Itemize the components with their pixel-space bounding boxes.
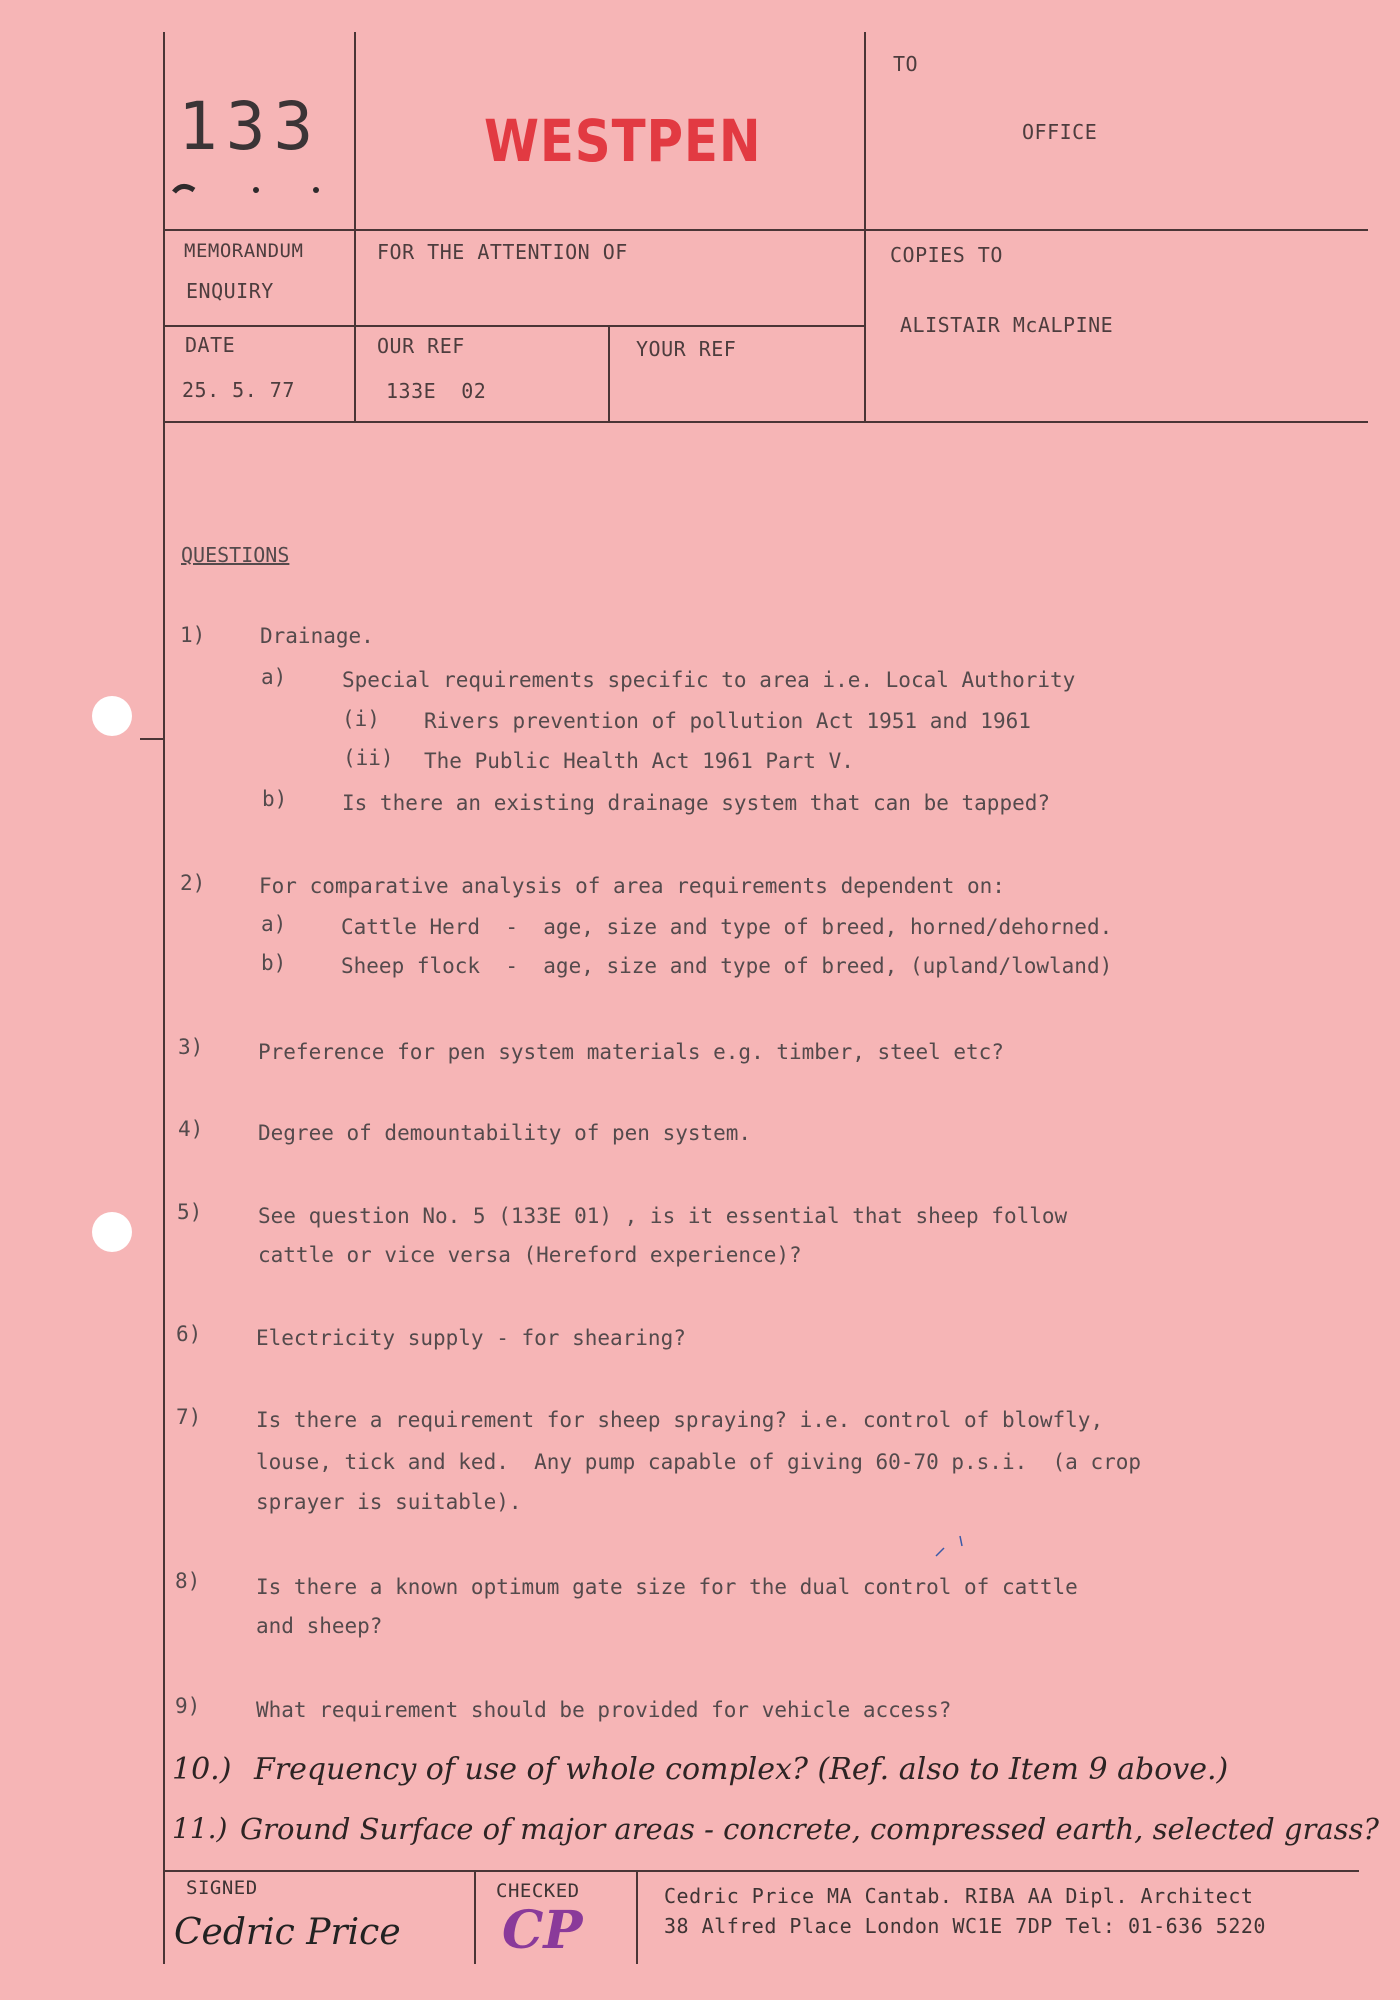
q11-text: Ground Surface of major areas - concrete, compressed earth, selected grass? <box>240 1812 1379 1846</box>
q10-text: Frequency of use of whole complex? (Ref. also to Item 9 above.) <box>254 1752 1229 1787</box>
rule-header-row2 <box>163 325 865 327</box>
rule-header-bottom <box>163 421 1368 423</box>
punch-hole-top <box>92 696 132 736</box>
punch-hole-bottom <box>92 1212 132 1252</box>
copies-label: COPIES TO <box>890 243 1003 267</box>
rule-header-row1 <box>163 229 1368 231</box>
q1ai-text: Rivers prevention of pollution Act 1951 and 1961 <box>424 709 1031 733</box>
q5-line1: See question No. 5 (133E 01) , is it essential that sheep follow <box>258 1204 1068 1228</box>
q1a-text: Special requirements specific to area i.e. Local Authority <box>342 668 1076 692</box>
q10-number: 10.) <box>172 1752 232 1787</box>
q4-number: 4) <box>178 1117 204 1141</box>
q9-number: 9) <box>175 1694 201 1718</box>
rule-footer-col1 <box>474 1870 476 1964</box>
q1b-marker: b) <box>262 787 288 811</box>
q6-number: 6) <box>176 1322 202 1346</box>
q1a-marker: a) <box>261 665 287 689</box>
rule-header-col3 <box>864 32 866 422</box>
checked-initials: CP <box>502 1900 583 1961</box>
our-ref-label: OUR REF <box>377 334 465 358</box>
rule-left-border <box>163 32 165 1964</box>
questions-heading: QUESTIONS <box>181 543 290 567</box>
q7-line1: Is there a requirement for sheep spraying? i.e. control of blowfly, <box>256 1408 1104 1432</box>
our-ref-value: 133E 02 <box>386 379 487 403</box>
q2-text: For comparative analysis of area requirements dependent on: <box>259 874 1005 898</box>
date-value: 25. 5. 77 <box>182 378 295 402</box>
copies-value: ALISTAIR McALPINE <box>900 313 1114 337</box>
rule-footer-top <box>163 1870 1359 1872</box>
q3-text: Preference for pen system materials e.g. timber, steel etc? <box>258 1040 1004 1064</box>
rule-header-yourref <box>608 325 610 422</box>
job-number: 133 <box>178 88 322 165</box>
q7-line2: louse, tick and ked. Any pump capable of giving 60-70 p.s.i. (a crop <box>256 1450 1142 1474</box>
memo-type-label: MEMORANDUM <box>184 240 304 262</box>
pen-mark-icon <box>932 1530 972 1560</box>
memo-type-value: ENQUIRY <box>186 279 274 303</box>
office-line-1: Cedric Price MA Cantab. RIBA AA Dipl. Architect <box>664 1884 1254 1908</box>
q2a-marker: a) <box>261 912 287 936</box>
q2b-marker: b) <box>261 951 287 975</box>
project-stamp: WESTPEN <box>484 107 762 175</box>
q8-number: 8) <box>175 1569 201 1593</box>
rule-margin-tick <box>140 738 164 740</box>
q8-line1: Is there a known optimum gate size for the dual control of cattle <box>256 1575 1078 1599</box>
q8-line2: and sheep? <box>256 1614 383 1638</box>
q2a-text: Cattle Herd - age, size and type of breed, horned/dehorned. <box>341 915 1113 939</box>
date-label: DATE <box>185 333 236 357</box>
q2b-text: Sheep flock - age, size and type of breed, (upland/lowland) <box>341 954 1113 978</box>
q4-text: Degree of demountability of pen system. <box>258 1121 752 1145</box>
q1aii-marker: (ii) <box>343 746 394 770</box>
your-ref-label: YOUR REF <box>636 337 737 361</box>
office-line-2: 38 Alfred Place London WC1E 7DP Tel: 01-636 5220 <box>664 1914 1266 1938</box>
q5-line2: cattle or vice versa (Hereford experience)? <box>258 1243 802 1267</box>
q5-number: 5) <box>177 1200 203 1224</box>
to-value: OFFICE <box>1022 120 1098 144</box>
q2-number: 2) <box>180 871 206 895</box>
attention-label: FOR THE ATTENTION OF <box>377 240 628 264</box>
q7-line3: sprayer is suitable). <box>256 1490 522 1514</box>
q1b-text: Is there an existing drainage system that can be tapped? <box>342 791 1051 815</box>
q1aii-text: The Public Health Act 1961 Part V. <box>424 749 854 773</box>
dots-icon <box>168 174 338 198</box>
q1-number: 1) <box>180 623 206 647</box>
q1ai-marker: (i) <box>342 707 380 731</box>
to-label: TO <box>893 52 919 76</box>
checked-label: CHECKED <box>496 1880 580 1902</box>
rule-header-col1 <box>354 32 356 422</box>
q1-text: Drainage. <box>260 624 374 648</box>
signature: Cedric Price <box>174 1912 401 1953</box>
rule-footer-col2 <box>636 1870 638 1964</box>
signed-label: SIGNED <box>186 1877 258 1899</box>
q7-number: 7) <box>176 1405 202 1429</box>
q11-number: 11.) <box>172 1812 228 1845</box>
q9-text: What requirement should be provided for vehicle access? <box>256 1698 952 1722</box>
q6-text: Electricity supply - for shearing? <box>256 1326 686 1350</box>
q3-number: 3) <box>178 1035 204 1059</box>
